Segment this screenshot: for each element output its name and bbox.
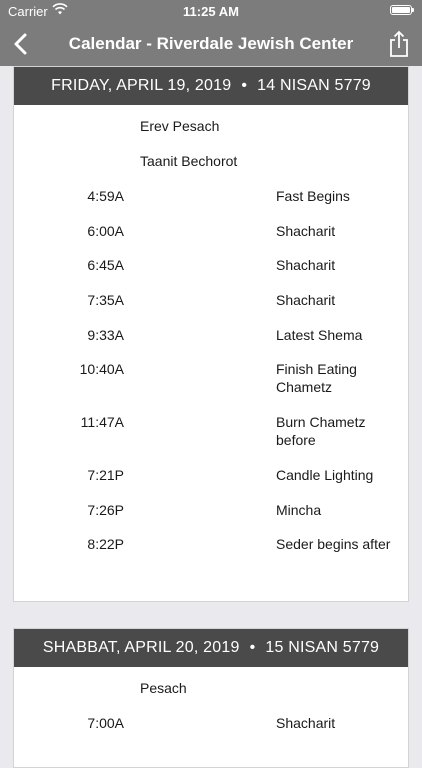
day-label: Pesach: [140, 680, 187, 696]
gregorian-date: FRIDAY, APRIL 19, 2019: [51, 77, 232, 94]
hebrew-date: 14 NISAN 5779: [257, 77, 371, 94]
event-time: 6:45A: [87, 257, 124, 273]
event-label: Burn Chametz before: [276, 414, 366, 448]
event-row: [14, 466, 408, 501]
event-row: [14, 291, 408, 326]
day-label-row: [14, 679, 408, 714]
day-label: Taanit Bechorot: [140, 153, 238, 169]
event-row: [14, 187, 408, 222]
event-label: Latest Shema: [276, 327, 363, 343]
event-row: [14, 360, 408, 413]
event-time: 6:00A: [87, 223, 124, 239]
event-label: Fast Begins: [276, 188, 350, 204]
event-row: [14, 326, 408, 360]
day-label-row: [14, 117, 408, 152]
carrier-label: Carrier: [8, 4, 48, 19]
event-label: Shacharit: [276, 257, 336, 273]
navigation-bar: [0, 22, 422, 66]
event-time: 9:33A: [87, 327, 124, 343]
gregorian-date: SHABBAT, APRIL 20, 2019: [42, 639, 240, 656]
event-row: [14, 714, 408, 749]
event-row: [14, 256, 408, 291]
event-row: [14, 222, 408, 256]
hebrew-date: 15 NISAN 5779: [265, 639, 380, 656]
event-time: 11:47A: [80, 414, 124, 430]
event-time: 10:40A: [79, 361, 124, 377]
event-label: Shacharit: [276, 223, 336, 239]
event-row: [14, 413, 408, 466]
event-time: 4:59A: [87, 188, 124, 204]
day-header: [14, 67, 408, 105]
share-button[interactable]: [386, 28, 412, 60]
event-time: 7:35A: [87, 292, 124, 308]
date-separator: •: [249, 639, 256, 656]
day-label: Erev Pesach: [140, 118, 220, 134]
event-time: 8:22P: [87, 536, 124, 552]
day-header: [14, 629, 408, 667]
event-row: [14, 501, 408, 535]
day-label-row: [14, 152, 408, 187]
battery-icon: [390, 5, 412, 15]
event-label: Mincha: [276, 502, 322, 518]
day-card: [13, 66, 409, 602]
event-label: Candle Lighting: [276, 467, 374, 483]
status-bar: [0, 0, 422, 22]
date-separator: •: [241, 77, 248, 94]
event-label: Finish Eating Chametz: [276, 361, 357, 395]
event-label: Seder begins after: [276, 536, 391, 552]
event-label: Shacharit: [276, 292, 336, 308]
status-time: 11:25 AM: [183, 4, 239, 19]
event-time: 7:26P: [87, 502, 124, 518]
day-card: [13, 628, 409, 768]
event-row: [14, 535, 408, 575]
event-time: 7:21P: [87, 467, 124, 483]
event-label: Shacharit: [276, 715, 336, 731]
page-title: Calendar - Riverdale Jewish Center: [68, 34, 354, 53]
event-time: 7:00A: [87, 715, 124, 731]
